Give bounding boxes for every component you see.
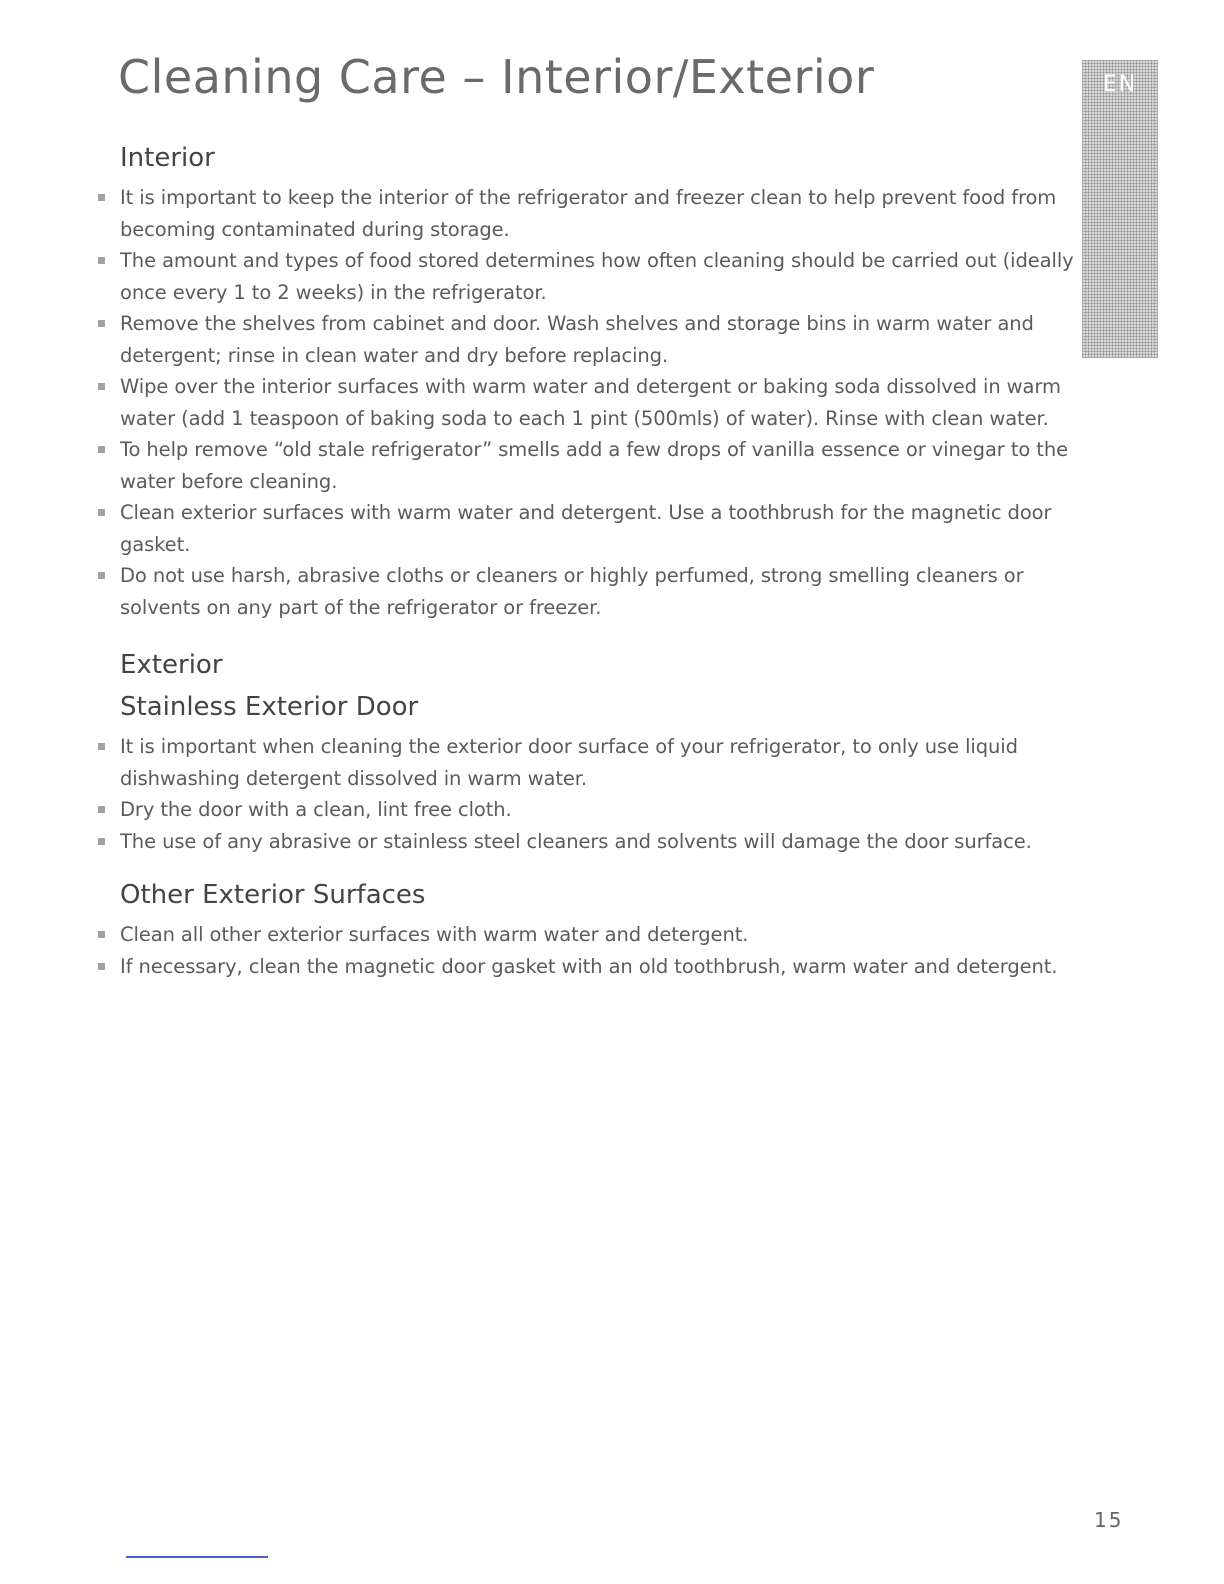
interior-heading: Interior: [120, 143, 215, 173]
list-item-text: Clean all other exterior surfaces with warm water and detergent.: [120, 923, 749, 946]
list-item-text: Dry the door with a clean, lint free cloth.: [120, 798, 512, 821]
interior-list: [96, 182, 1076, 623]
bullet-icon: [98, 383, 105, 390]
list-item: [96, 371, 1076, 434]
bullet-icon: [98, 446, 105, 453]
bullet-icon: [98, 194, 105, 201]
bullet-icon: [98, 806, 105, 813]
list-item: [96, 919, 1076, 951]
list-item: [96, 308, 1076, 371]
list-item: [96, 951, 1076, 983]
language-tab-label: EN: [1102, 72, 1138, 97]
bullet-icon: [98, 509, 105, 516]
list-item: [96, 731, 1076, 794]
bullet-icon: [98, 963, 105, 970]
list-item-text: Remove the shelves from cabinet and door. Wash shelves and storage bins in warm water and detergent; rinse in clean water and dry before replacing.: [120, 312, 1034, 367]
list-item: [96, 497, 1076, 560]
language-tab: [1082, 60, 1158, 358]
bullet-icon: [98, 743, 105, 750]
list-item-text: The use of any abrasive or stainless steel cleaners and solvents will damage the door surface.: [120, 829, 1032, 853]
other-surfaces-list: [96, 919, 1076, 982]
page-title: Cleaning Care – Interior/Exterior: [118, 50, 875, 104]
list-item-text: Do not use harsh, abrasive cloths or cleaners or highly perfumed, strong smelling cleaners or solvents on any part of the refrigerator or freezer.: [120, 564, 1024, 619]
stainless-door-list: [96, 731, 1076, 857]
bullet-icon: [98, 257, 105, 264]
bullet-icon: [98, 320, 105, 327]
list-item-text: To help remove “old stale refrigerator” smells add a few drops of vanilla essence or vinegar to the water before cleaning.: [120, 438, 1068, 493]
footer-rule: [126, 1556, 268, 1558]
page-number: 15: [1094, 1508, 1124, 1532]
list-item-text: Clean exterior surfaces with warm water and detergent. Use a toothbrush for the magnetic door gasket.: [120, 501, 1052, 556]
content: [96, 140, 1076, 982]
other-surfaces-heading: Other Exterior Surfaces: [120, 880, 426, 910]
bullet-icon: [98, 572, 105, 579]
list-item: [96, 434, 1076, 497]
list-item-text: Wipe over the interior surfaces with warm water and detergent or baking soda dissolved in warm water (add 1 teaspoon of baking soda to each 1 pint (500mls) of water). Rinse with clean water.: [120, 375, 1061, 430]
list-item-text: It is important to keep the interior of the refrigerator and freezer clean to help prevent food from becoming contaminated during storage.: [120, 186, 1057, 241]
list-item-text: The amount and types of food stored determines how often cleaning should be carried out (ideally once every 1 to 2 weeks) in the refrigerator.: [120, 249, 1074, 304]
stainless-door-heading: Stainless Exterior Door: [120, 692, 419, 722]
list-item-text: If necessary, clean the magnetic door gasket with an old toothbrush, warm water and detergent.: [120, 954, 1058, 978]
bullet-icon: [98, 838, 105, 845]
list-item: [96, 560, 1076, 623]
list-item: [96, 826, 1076, 858]
list-item: [96, 245, 1076, 308]
exterior-heading: Exterior: [120, 650, 223, 680]
list-item: [96, 794, 1076, 826]
list-item-text: It is important when cleaning the exterior door surface of your refrigerator, to only use liquid dishwashing detergent dissolved in warm water.: [120, 735, 1018, 790]
bullet-icon: [98, 931, 105, 938]
list-item: [96, 182, 1076, 245]
